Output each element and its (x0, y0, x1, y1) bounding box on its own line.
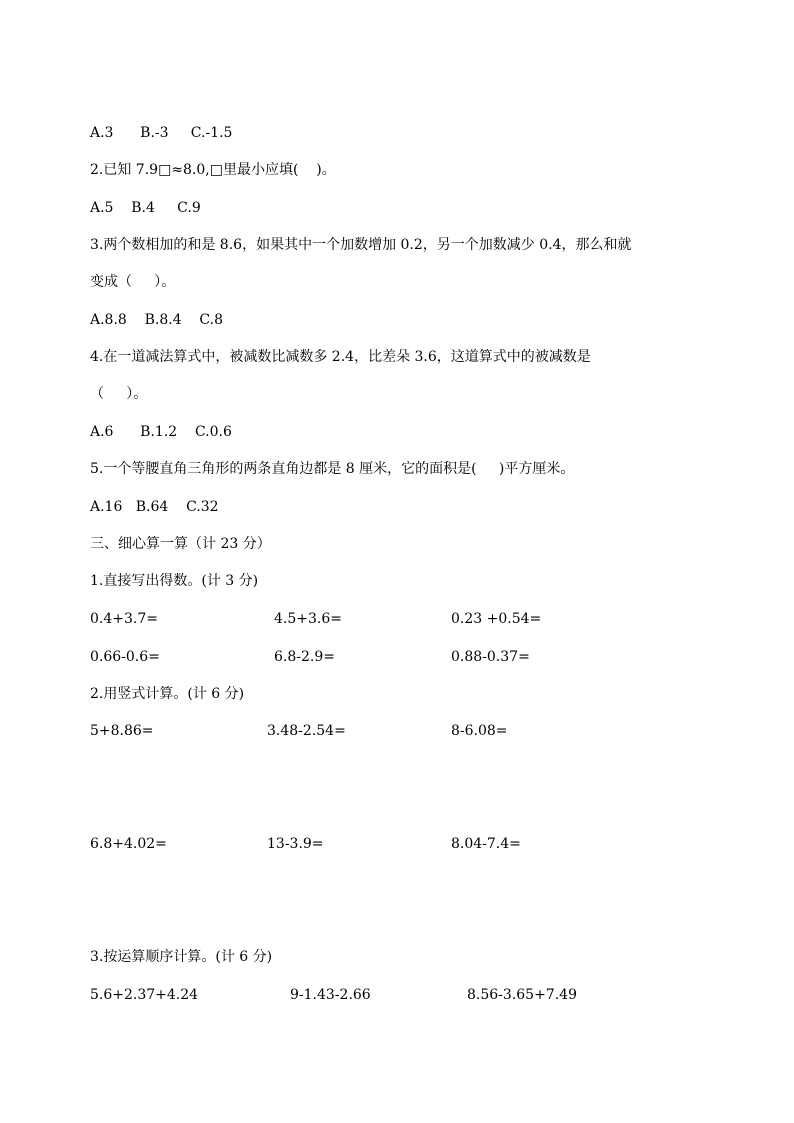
part2-r2-c1: 6.8+4.02= (90, 836, 167, 852)
q4-options: A.6 B.1.2 C.0.6 (90, 424, 232, 440)
q4-line2: （ ）。 (90, 386, 148, 402)
part1-r2-c3: 0.88-0.37= (451, 649, 530, 665)
part3-title: 3.按运算顺序计算。(计 6 分) (90, 949, 273, 965)
part3-r1-c2: 9-1.43-2.66 (290, 987, 371, 1003)
part1-title: 1.直接写出得数。(计 3 分) (90, 573, 259, 589)
part2-r2-c3: 8.04-7.4= (451, 836, 521, 852)
part2-r2-c2: 13-3.9= (267, 836, 324, 852)
q3-line2: 变成（ ）。 (90, 274, 176, 290)
part2-r1-c1: 5+8.86= (90, 723, 154, 739)
q5-options: A.16 B.64 C.32 (90, 499, 219, 515)
q2-options: A.5 B.4 C.9 (90, 200, 201, 216)
part1-r2-c1: 0.66-0.6= (90, 649, 160, 665)
q3-options: A.8.8 B.8.4 C.8 (90, 312, 223, 328)
q2-text: 2.已知 7.9□≈8.0,□里最小应填( )。 (90, 162, 336, 178)
part2-r1-c3: 8-6.08= (451, 723, 508, 739)
part3-r1-c3: 8.56-3.65+7.49 (467, 987, 577, 1003)
part2-title: 2.用竖式计算。(计 6 分) (90, 686, 245, 702)
part1-r2-c2: 6.8-2.9= (274, 649, 335, 665)
section3-heading: 三、细心算一算（计 23 分） (90, 536, 271, 552)
q4-line1: 4.在一道减法算式中，被减数比减数多 2.4，比差朵 3.6，这道算式中的被减数是 (90, 349, 591, 365)
part1-r1-c3: 0.23 +0.54= (451, 611, 542, 627)
q1-options: A.3 B.-3 C.-1.5 (90, 125, 233, 141)
q5-text: 5.一个等腰直角三角形的两条直角边都是 8 厘米，它的面积是( )平方厘米。 (90, 461, 575, 477)
part3-r1-c1: 5.6+2.37+4.24 (90, 987, 199, 1003)
part1-r1-c2: 4.5+3.6= (274, 611, 342, 627)
part2-r1-c2: 3.48-2.54= (267, 723, 346, 739)
part1-r1-c1: 0.4+3.7= (90, 611, 158, 627)
q3-line1: 3.两个数相加的和是 8.6，如果其中一个加数增加 0.2，另一个加数减少 0.4，那么和就 (90, 237, 632, 253)
